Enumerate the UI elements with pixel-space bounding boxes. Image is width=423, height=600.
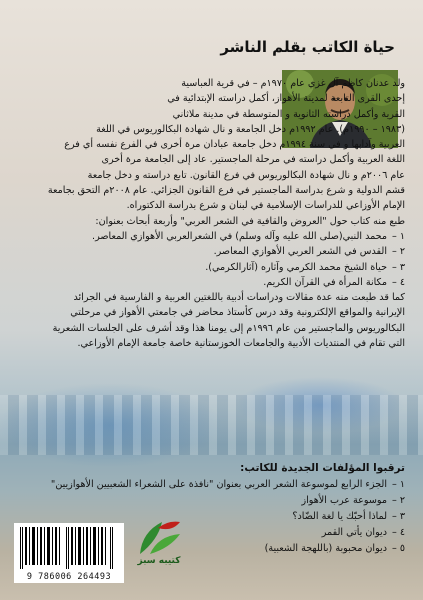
isbn-number: 9 786006 264493: [26, 572, 112, 582]
upcoming-books-title: ترقبوا المؤلفات الجديدة للكاتب:: [240, 462, 405, 474]
bio-line: اللغة العربية وأكمل دراسته في مرحلة الماجستير. عاد إلى الجامعة مرة أخرى: [101, 154, 405, 166]
bio-line: كما قد طبعت منه عدة مقالات ودراسات أدبية باللغتين العربية و الفارسية في الجرائد: [73, 292, 405, 304]
list-item: ١ – الجزء الرابع لموسوعة الشعر العربي بعنوان "نافذة على الشعراء الشعبيين الأهوازيين": [50, 479, 405, 490]
author-biography: [15, 76, 405, 351]
publisher-logo: [128, 514, 198, 574]
list-item: ٣ – حياة الشيخ محمد الكرمي وآثاره (آثارالكرمي).: [205, 261, 405, 273]
bio-line: البكالوريوس والماجستير من عام ١٩٩٦م إلى يومنا هذا وقد أشرف على الجلسات الشعرية: [52, 322, 405, 334]
list-item: ٣ – لماذا أحبّك يا لغة الضّاد؟: [292, 511, 405, 522]
leaf-logo-icon: [128, 514, 190, 558]
bio-line: القرية وأكمل دراسته الثانوية و المتوسطة في مدينة ملاثاني: [172, 108, 405, 120]
list-item: ٤ – ديوان يأتي القمر: [321, 527, 405, 538]
list-item: ٢ – القدس في الشعر العربي الأهوازي المعاصر.: [213, 246, 405, 258]
bio-line: الإيرانية والمواقع الإلكترونية وقد درس كأستاذ محاضر في جامعتي الأهواز في مرحلتي: [70, 307, 405, 319]
bio-line: طبع منه كتاب حول "العروض والقافية في الشعر العربي" وأربعة أبحاث بعنوان:: [95, 215, 405, 227]
bio-line: عام ٢٠٠٦م و نال شهادة البكالوريوس في فرع القانون. تابع دراسته و دخل جامعة: [87, 169, 405, 181]
bio-line: الإمام الأوزاعي للدراسات الإسلامية في لبنان و شرع بدراسة الدكتوراه.: [126, 200, 405, 212]
water-background-pattern: [0, 395, 423, 455]
isbn-barcode: [14, 523, 124, 583]
publisher-name: كتيبه سبز: [137, 556, 181, 566]
bio-line: التي تقام في المنتديات الأدبية والجامعات الخوزستانية خاصة جامعة الإمام الأوزاعي.: [77, 338, 405, 350]
list-item: ١ – محمد النبي(صلى الله عليه وآله وسلم) في الشعرالعربي الأهوازي المعاصر.: [92, 230, 405, 242]
list-item: ٤ – مكانة المرأة في القرآن الكريم.: [263, 276, 405, 288]
list-item: ٢ – موسوعة عرب الأهواز: [301, 495, 405, 506]
bio-line: إحدى القرى التابعة لمدينة الأهواز، أكمل دراسته الإبتدائية في: [167, 93, 405, 105]
list-item: ٥ – ديوان محبوبة (باللهجة الشعبية): [264, 543, 405, 554]
published-works-list: [15, 229, 405, 290]
bio-line: قشم الدولية و شرع بدراسة الماجستير في فرع القانون الجزائي. عام ٢٠٠٨م التحق بجامعة: [47, 185, 405, 197]
page-title: حياة الكاتب بقلم الناشر: [220, 38, 395, 56]
bio-line: ولد عدنان كاظم آل غزي عام ١٩٧٠م – في قرية العباسية: [181, 78, 405, 89]
bio-line: العربية وآدابها و في سنة ١٩٩٤م دخل جامعة عبادان مرة أخرى في الفرع نفسه أي فرع: [64, 139, 405, 151]
bio-line: (١٩٨٣ – ١٩٩٠م). عام ١٩٩٢م دخل الجامعة و نال شهادة البكالوريوس في اللغة: [96, 123, 405, 135]
